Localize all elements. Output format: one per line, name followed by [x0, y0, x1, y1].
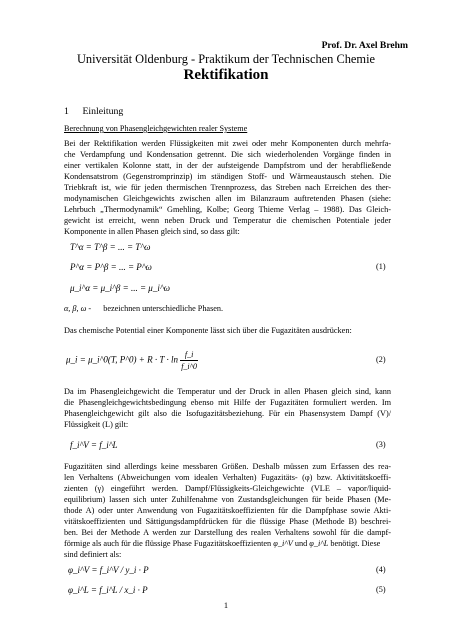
text-line — [64, 538, 391, 549]
fugacity-fraction — [180, 349, 198, 372]
text-line: Phasengleichgewicht gilt also die Isofugazitätsbeziehung. Für ein Phasensystem Dampf (V)/ — [64, 409, 391, 418]
text-line: Bei der Rektifikation werden Flüssigkeiten mit zwei oder mehr Komponenten durch mehrfa- — [64, 139, 391, 148]
author-name: Prof. Dr. Axel Brehm — [321, 40, 408, 51]
section-title: Einleitung — [82, 106, 124, 117]
phase-legend-text: bezeichnen unterschiedliche Phasen. — [103, 304, 224, 313]
section-heading — [64, 106, 123, 117]
equation-1-line-1: T^α = T^β = ... = T^ω — [70, 242, 151, 252]
phi-l-symbol: φ_i^L — [309, 539, 329, 548]
section-number: 1 — [64, 106, 69, 117]
text-line: zienten (γ) eingeführt werden. Dampf/Flüssigkeits-Gleichgewichte (VLE – vapor/liquid- — [64, 484, 391, 493]
text-fragment: förmige als auch für die flüssige Phase Fugazitätskoeffizienten — [64, 539, 272, 548]
equation-3-number: (3) — [376, 440, 386, 449]
page-number: 1 — [223, 601, 229, 610]
text-line: einer vertikalen Kolonne statt, in der der aufsteigende Dampfstrom und der herabfließende — [64, 161, 391, 170]
phase-legend — [64, 304, 223, 313]
equation-2 — [66, 349, 198, 372]
paragraph-intro — [64, 138, 391, 237]
text-line: Flüssigkeit (L) gilt: — [64, 420, 129, 429]
equation-1-line-3: μ_i^α = μ_i^β = ... = μ_i^ω — [70, 283, 170, 293]
fraction-denominator: f_i^0 — [181, 362, 198, 371]
equation-2-number: (2) — [376, 355, 386, 364]
phi-v-symbol: φ_i^V — [273, 539, 293, 548]
text-line: Komponente in allen Phasen gleich sind, so dass gilt: — [64, 227, 240, 236]
text-line: modynamischen Gleichgewichts zwischen allen im Bilanzraum auftretenden Phasen (siehe: — [64, 194, 391, 203]
text-fragment: und — [294, 539, 308, 548]
equation-3: f_i^V = f_i^L — [70, 440, 118, 450]
text-line: Kondensatstrom (Gegenstromprinzip) im ständigen Stoff- und Wärmeaustausch stehen. Die — [64, 172, 391, 181]
text-line: vitätskoeffizienten und Sättigungsdampfdrücken für die flüssige Phase (Methode B) beschrei- — [64, 517, 391, 526]
text-line: ben. Bei der Methode A werden zur Darstellung des realen Verhaltens sowohl für die dampf- — [64, 528, 391, 537]
text-line: gewicht ist erreicht, wenn neben Druck und Temperatur die chemischen Potentiale jeder — [64, 216, 391, 225]
equation-1-number: (1) — [376, 262, 386, 271]
equation-5: φ_i^L = f_i^L / x_i · P — [68, 585, 148, 595]
text-line: len Verhaltens (Abweichungen vom idealen Verhalten) Fugazitäts- (φ) bzw. Aktivitätskoeffi- — [64, 473, 391, 482]
paragraph-isofugacity — [64, 386, 391, 430]
text-line: che Verdampfung und Kondensation getrennt. Die sich wiederholenden Vorgänge finden in — [64, 150, 391, 159]
fraction-numerator: f_i — [180, 349, 198, 361]
text-line: die Phasengleichgewichtsbedingung ebenso mit Hilfe der Fugazitäten formuliert werden. Im — [64, 398, 391, 407]
text-line: Triebkraft ist, wie für jeden thermischen Trennprozess, das Streben nach Erreichen des ther- — [64, 183, 391, 192]
text-fragment: benötigt. Diese — [330, 539, 381, 548]
text-line: sind definiert als: — [64, 550, 122, 559]
university-heading: Universität Oldenburg - Praktikum der Technischen Chemie — [76, 52, 376, 66]
subheading: Berechnung von Phasengleichgewichten realer Systeme — [64, 124, 248, 133]
equation-2-left: μ_i = μ_i^0(T, P^0) + R · T · ln — [66, 354, 178, 365]
phase-symbols: α, β, ω - — [64, 304, 92, 313]
paragraph-chemical-potential: Das chemische Potential einer Komponente lässt sich über die Fugazitäten ausdrücken: — [64, 326, 352, 335]
document-title: Rektifikation — [183, 67, 269, 83]
text-line: Fugazitäten sind allerdings keine messbaren Größen. Deshalb müssen zum Erfassen des rea- — [64, 462, 391, 471]
equation-5-number: (5) — [376, 585, 386, 594]
equation-4-number: (4) — [376, 565, 386, 574]
equation-4: φ_i^V = f_i^V / y_i · P — [68, 565, 149, 575]
text-line: Lehrbuch „Thermodynamik“ Gmehling, Kolbe; Georg Thieme Verlag – 1988). Das Gleich- — [64, 205, 391, 214]
paragraph-fugacity-coefficients — [64, 461, 391, 560]
text-line: thode A) oder unter Anwendung von Fugazitätskoeffizienten für die Dampfphase sowie Akti- — [64, 506, 391, 515]
equation-1-line-2: P^α = P^β = ... = P^ω — [70, 262, 152, 272]
text-line: Da im Phasengleichgewicht die Temperatur und der Druck in allen Phasen gleich sind, kann — [64, 387, 391, 396]
text-line: equilibrium) lassen sich unter Zuhilfenahme von Zustandsgleichungen für beide Phasen (Me- — [64, 495, 391, 504]
